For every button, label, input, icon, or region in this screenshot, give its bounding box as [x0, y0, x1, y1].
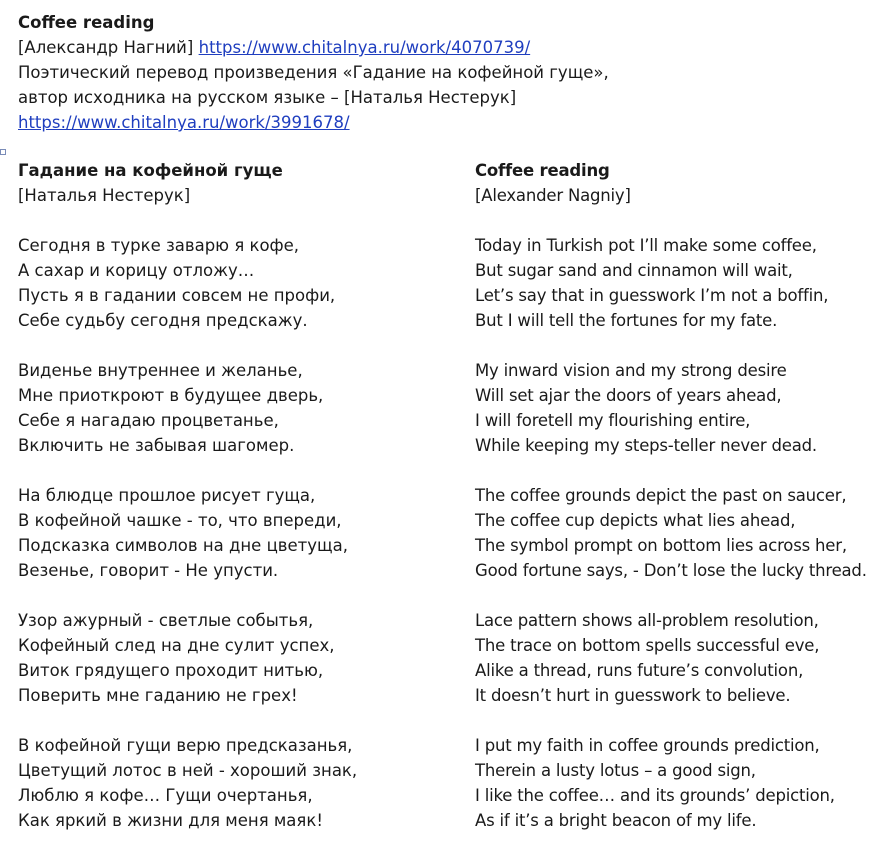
original-line: Подсказка символов на дне цветуща, — [18, 536, 348, 555]
translator-line — [18, 35, 530, 60]
translation-line: My inward vision and my strong desire — [475, 361, 787, 380]
spacer — [18, 583, 458, 608]
translation-line: The coffee cup depicts what lies ahead, — [475, 511, 796, 530]
original-line: Себе я нагадаю процветанье, — [18, 411, 279, 430]
original-line: Сегодня в турке заварю я кофе, — [18, 236, 300, 255]
translation-line: I will foretell my flourishing entire, — [475, 411, 751, 430]
translation-line: While keeping my steps-teller never dead. — [475, 436, 817, 455]
original-line: Узор ажурный - светлые событья, — [18, 611, 314, 630]
translation-line: It doesn’t hurt in guesswork to believe. — [475, 686, 791, 705]
original-line: Везенье, говорит - Не упусти. — [18, 561, 279, 580]
document-title: Coffee reading — [18, 13, 155, 32]
original-line: Мне приоткроют в будущее дверь, — [18, 386, 324, 405]
original-line: А сахар и корицу отложу… — [18, 261, 255, 280]
spacer — [18, 708, 458, 733]
translator-name: [Александр Нагний] — [18, 38, 194, 57]
spacer — [475, 458, 885, 483]
translation-line: Good fortune says, - Don’t lose the lucky thread. — [475, 561, 867, 580]
original-line: Цветущий лотос в ней - хороший знак, — [18, 761, 358, 780]
spacer — [475, 583, 885, 608]
translation-line: Lace pattern shows all-problem resolution, — [475, 611, 819, 630]
original-line: Пусть я в гадании совсем не профи, — [18, 286, 336, 305]
spacer — [18, 333, 458, 358]
original-line: Люблю я кофе… Гущи очертанья, — [18, 786, 313, 805]
original-poem-column — [18, 158, 458, 833]
original-line: В кофейной чашке - то, что впереди, — [18, 511, 342, 530]
translation-line: Will set ajar the doors of years ahead, — [475, 386, 782, 405]
original-line: Включить не забывая шагомер. — [18, 436, 295, 455]
translation-line: The symbol prompt on bottom lies across her, — [475, 536, 847, 555]
original-line: Как яркий в жизни для меня маяк! — [18, 811, 323, 830]
translation-link[interactable]: https://www.chitalnya.ru/work/4070739/ — [198, 38, 531, 57]
table-move-handle[interactable] — [0, 149, 6, 155]
original-line: Кофейный след на дне сулит успех, — [18, 636, 335, 655]
description-line-1: Поэтический перевод произведения «Гадание на кофейной гуще», — [18, 63, 609, 82]
translation-line: As if it’s a bright beacon of my life. — [475, 811, 757, 830]
translation-line: But sugar sand and cinnamon will wait, — [475, 261, 793, 280]
spacer — [18, 208, 458, 233]
description-line-2: автор исходника на русском языке – [Наталья Нестерук] — [18, 88, 517, 107]
original-line: Себе судьбу сегодня предскажу. — [18, 311, 308, 330]
translation-line: I like the coffee… and its grounds’ depiction, — [475, 786, 835, 805]
original-line: В кофейной гущи верю предсказанья, — [18, 736, 353, 755]
original-line: Поверить мне гаданию не грех! — [18, 686, 298, 705]
spacer — [475, 333, 885, 358]
source-link[interactable]: https://www.chitalnya.ru/work/3991678/ — [18, 113, 350, 132]
translation-line: But I will tell the fortunes for my fate. — [475, 311, 778, 330]
translation-line: The trace on bottom spells successful eve, — [475, 636, 820, 655]
translation-line: Let’s say that in guesswork I’m not a boffin, — [475, 286, 829, 305]
translation-line: The coffee grounds depict the past on saucer, — [475, 486, 847, 505]
spacer — [18, 458, 458, 483]
original-author: [Наталья Нестерук] — [18, 186, 191, 205]
translation-line: Today in Turkish pot I’ll make some coffee, — [475, 236, 817, 255]
original-title: Гадание на кофейной гуще — [18, 161, 283, 180]
original-line: На блюдце прошлое рисует гуща, — [18, 486, 316, 505]
translation-line: Therein a lusty lotus – a good sign, — [475, 761, 756, 780]
translation-author: [Alexander Nagniy] — [475, 186, 631, 205]
translation-title: Coffee reading — [475, 161, 610, 180]
source-line — [18, 110, 350, 135]
original-line: Виток грядущего проходит нитью, — [18, 661, 324, 680]
translation-line: I put my faith in coffee grounds prediction, — [475, 736, 820, 755]
translation-line: Alike a thread, runs future’s convolution, — [475, 661, 804, 680]
original-line: Виденье внутреннее и желанье, — [18, 361, 303, 380]
spacer — [475, 208, 885, 233]
translation-poem-column — [475, 158, 885, 833]
spacer — [475, 708, 885, 733]
